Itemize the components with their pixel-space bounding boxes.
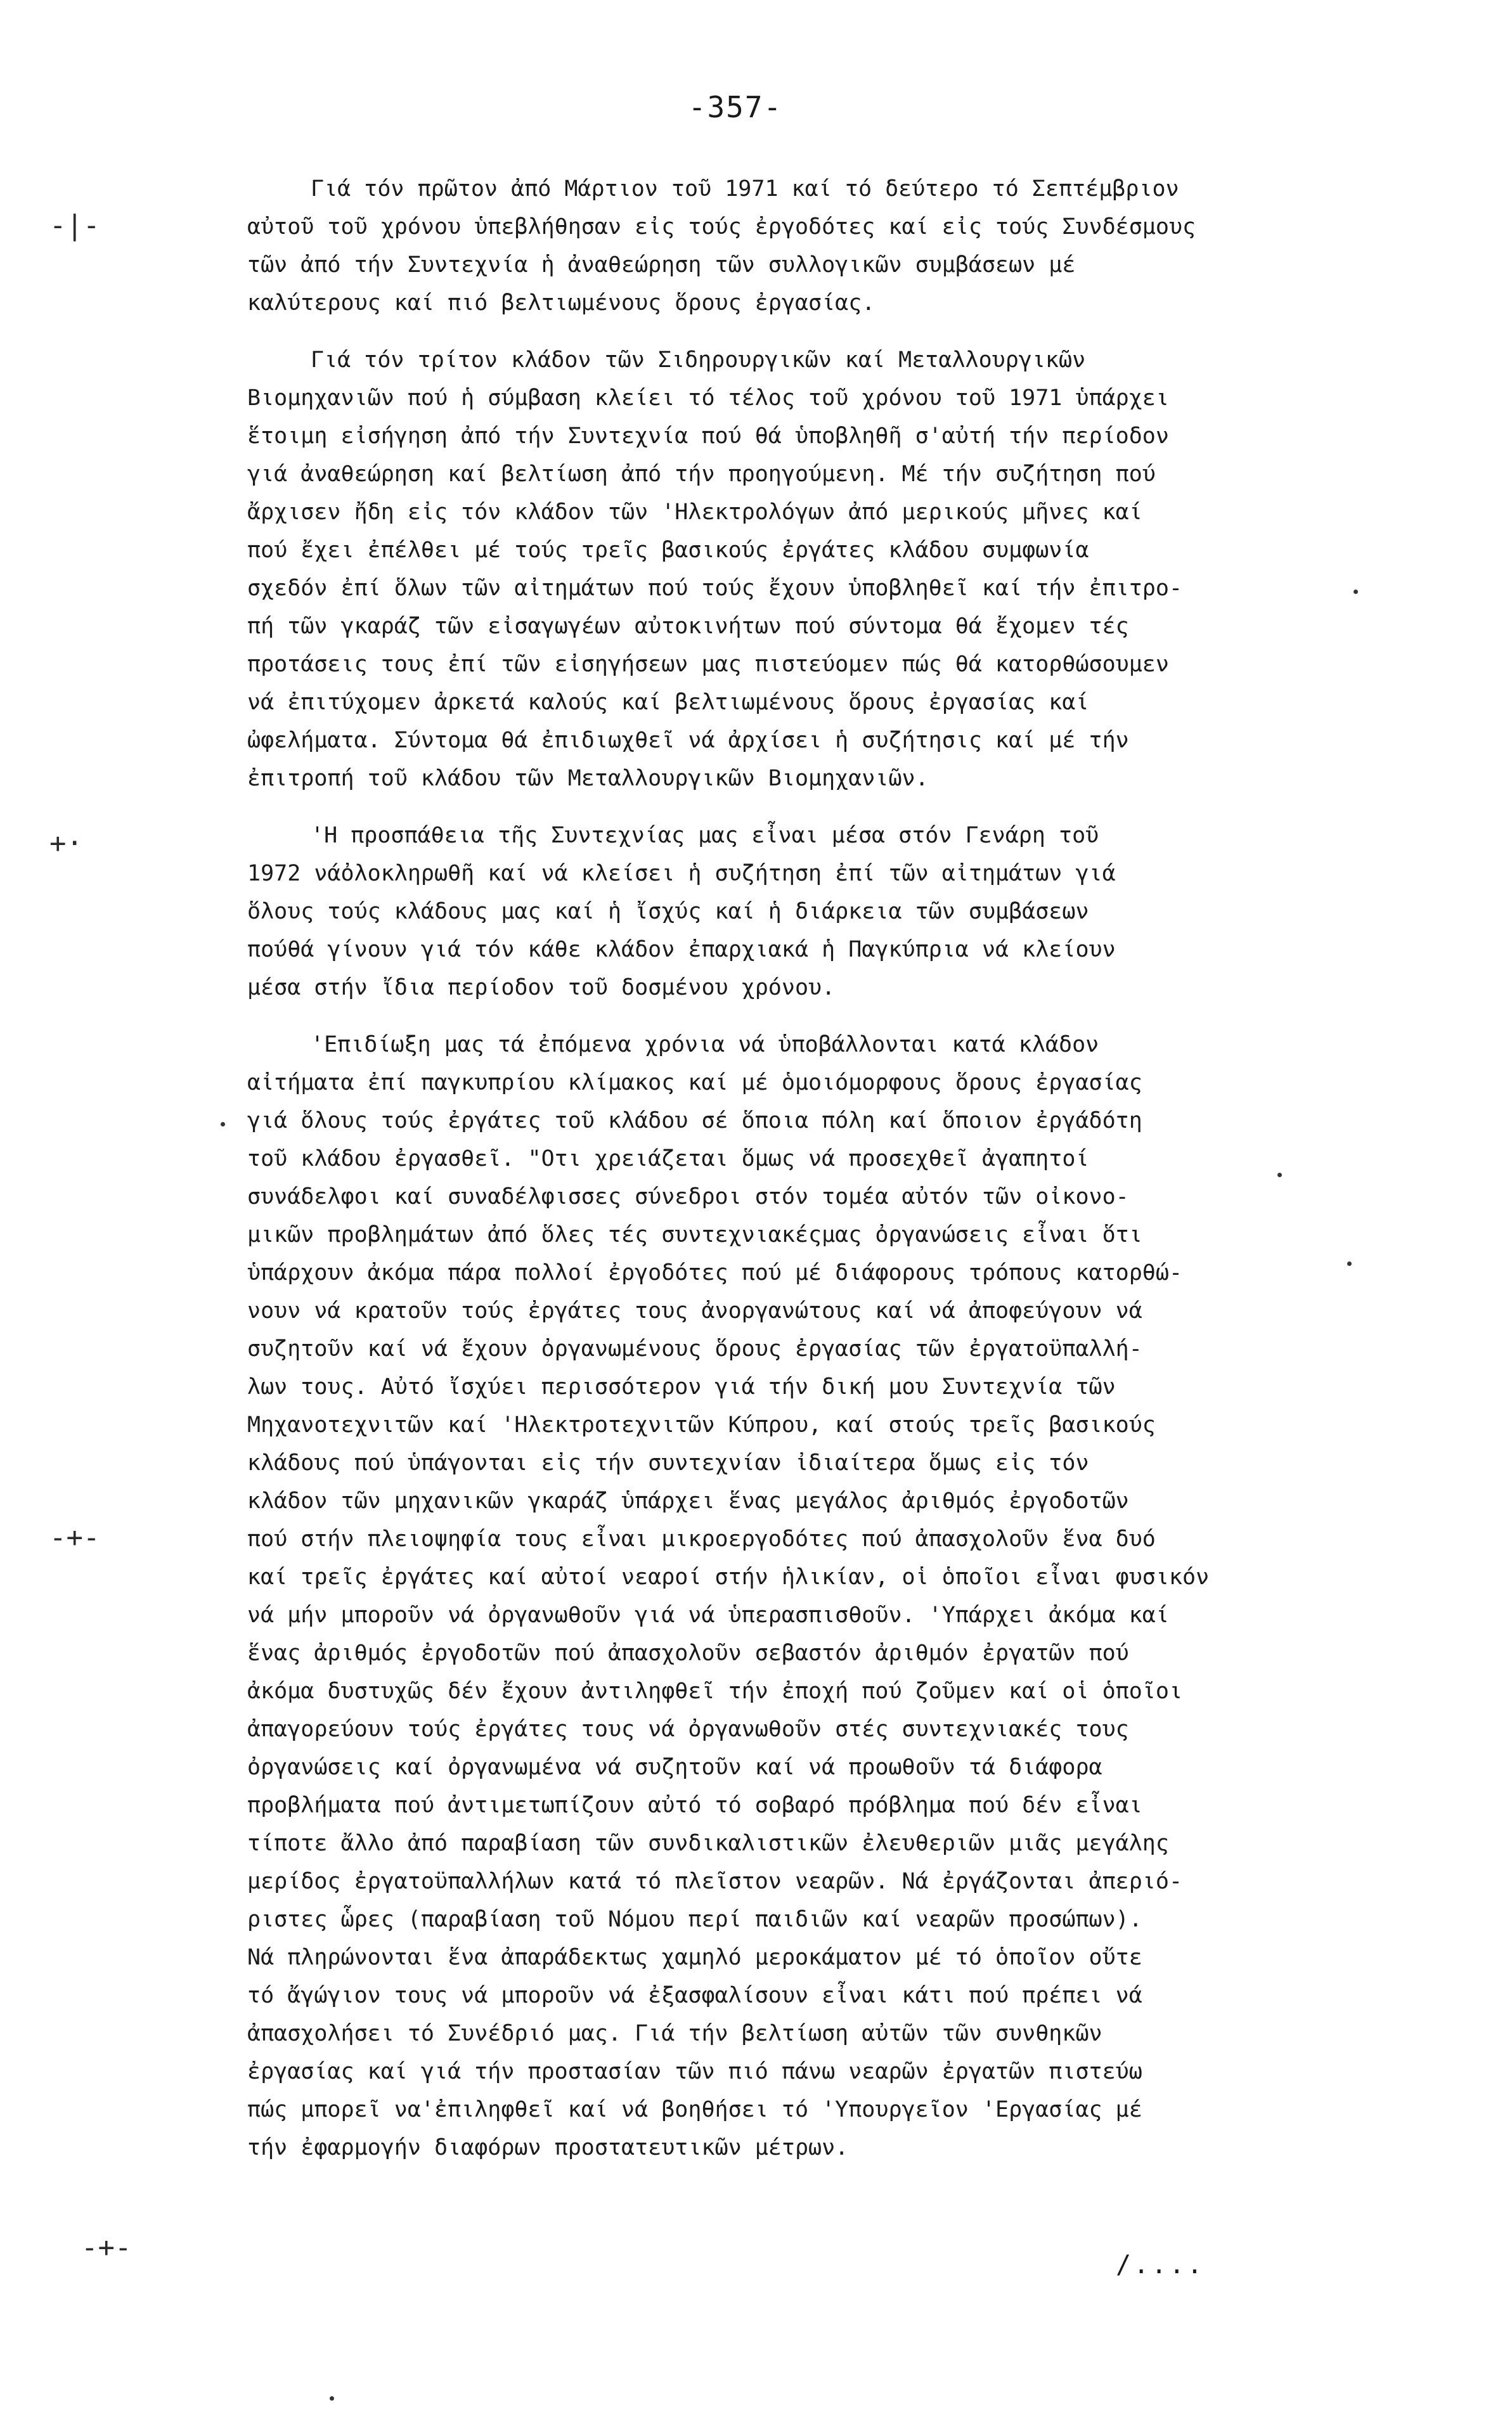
text-line: 1972 νάὀλοκληρωθῆ καί νά κλείσει ἡ συζήτηση ἐπί τῶν αἰτημάτων γιά xyxy=(247,861,1116,886)
paragraph-2 xyxy=(247,341,1363,797)
text-line: ἀκόμα δυστυχῶς δέν ἔχουν ἀντιληφθεῖ τήν ἐποχή πού ζοῦμεν καί οἱ ὁποῖοι xyxy=(247,1679,1183,1704)
text-line: τίποτε ἄλλο ἀπό παραβίαση τῶν συνδικαλιστικῶν ἐλευθεριῶν μιᾶς μεγάλης xyxy=(247,1831,1169,1856)
speck xyxy=(1354,590,1358,594)
text-line: Βιομηχανιῶν πού ἡ σύμβαση κλείει τό τέλος τοῦ χρόνου τοῦ 1971 ὑπάρχει xyxy=(247,385,1169,411)
text-line: πούθά γίνουν γιά τόν κάθε κλάδον ἐπαρχιακά ἡ Παγκύπρια νά κλείουν xyxy=(247,937,1116,962)
text-line: σχεδόν ἐπί ὅλων τῶν αἰτημάτων πού τούς ἔχουν ὑποβληθεῖ καί τήν ἐπιτρο- xyxy=(247,576,1183,601)
text-line: γιά ὅλους τούς ἐργάτες τοῦ κλάδου σέ ὅποια πόλη καί ὅποιον ἐργάδότη xyxy=(247,1108,1142,1133)
text-line: καλύτερους καί πιό βελτιωμένους ὅρους ἐργασίας. xyxy=(247,290,876,316)
text-line: Γιά τόν πρῶτον ἀπό Μάρτιον τοῦ 1971 καί τό δεύτερο τό Σεπτέμβριον xyxy=(311,176,1179,202)
text-line: προτάσεις τους ἐπί τῶν εἰσηγήσεων μας πιστεύομεν πώς θά κατορθώσουμεν xyxy=(247,652,1169,677)
text-line: γιά ἀναθεώρηση καί βελτίωση ἀπό τήν προηγούμενη. Μέ τήν συζήτηση πού xyxy=(247,461,1156,487)
text-line: νά ἐπιτύχομεν ἀρκετά καλούς καί βελτιωμένους ὅρους ἐργασίας καί xyxy=(247,690,1089,715)
text-line: πού στήν πλειοψηφία τους εἶναι μικροεργοδότες πού ἀπασχολοῦν ἕνα δυό xyxy=(247,1526,1156,1552)
text-line: κλάδους πού ὑπάγονται εἰς τήν συντεχνίαν ἰδιαίτερα ὅμως εἰς τόν xyxy=(247,1450,1089,1476)
text-line: ριστες ὧρες (παραβίαση τοῦ Νόμου περί παιδιῶν καί νεαρῶν προσώπων). xyxy=(247,1907,1142,1932)
speck xyxy=(1347,1261,1352,1266)
text-line: μέσα στήν ἴδια περίοδον τοῦ δοσμένου χρόνου. xyxy=(247,975,836,1000)
text-line: προβλήματα πού ἀντιμετωπίζουν αὐτό τό σοβαρό πρόβλημα πού δέν εἶναι xyxy=(247,1793,1142,1818)
margin-mark: -+- xyxy=(49,1521,100,1554)
text-line: νουν νά κρατοῦν τούς ἐργάτες τους ἀνοργανώτους καί νά ἀποφεύγουν νά xyxy=(247,1298,1142,1324)
continuation-marker: /.... xyxy=(1116,2250,1205,2280)
text-line: ἐπιτροπή τοῦ κλάδου τῶν Μεταλλουργικῶν Βιομηχανιῶν. xyxy=(247,766,929,791)
text-line: αἰτήματα ἐπί παγκυπρίου κλίμακος καί μέ ὁμοιόμορφους ὅρους ἐργασίας xyxy=(247,1070,1142,1095)
text-line: τήν ἐφαρμογήν διαφόρων προστατευτικῶν μέτρων. xyxy=(247,2135,849,2160)
margin-mark: -|- xyxy=(49,209,100,242)
page-number: -357- xyxy=(688,90,783,124)
text-line: αὐτοῦ τοῦ χρόνου ὑπεβλήθησαν εἰς τούς ἐργοδότες καί εἰς τούς Συνδέσμους xyxy=(247,214,1196,240)
text-line: συζητοῦν καί νά ἔχουν ὀργανωμένους ὅρους ἐργασίας τῶν ἐργατοϋπαλλή- xyxy=(247,1336,1142,1362)
text-line: νά μήν μποροῦν νά ὀργανωθοῦν γιά νά ὑπερασπισθοῦν. 'Υπάρχει ἀκόμα καί xyxy=(247,1603,1169,1628)
text-line: ἕνας ἀριθμός ἐργοδοτῶν πού ἀπασχολοῦν σεβαστόν ἀριθμόν ἐργατῶν πού xyxy=(247,1641,1129,1666)
text-line: 'Επιδίωξη μας τά ἐπόμενα χρόνια νά ὑποβάλλονται κατά κλάδον xyxy=(311,1032,1099,1057)
text-line: τῶν ἀπό τήν Συντεχνία ἡ ἀναθεώρηση τῶν συλλογικῶν συμβάσεων μέ xyxy=(247,252,1076,278)
text-line: πή τῶν γκαράζ τῶν εἰσαγωγέων αὐτοκινήτων πού σύντομα θά ἔχομεν τές xyxy=(247,614,1129,639)
text-line: τοῦ κλάδου ἐργασθεῖ. "Οτι χρειάζεται ὅμως νά προσεχθεῖ ἀγαπητοί xyxy=(247,1146,1089,1171)
text-line: μικῶν προβλημάτων ἀπό ὅλες τές συντεχνιακέςμας ὀργανώσεις εἶναι ὅτι xyxy=(247,1222,1142,1248)
text-line: ὠφελήματα. Σύντομα θά ἐπιδιωχθεῖ νά ἀρχίσει ἡ συζήτησις καί μέ τήν xyxy=(247,728,1129,753)
document-body xyxy=(247,170,1363,2186)
text-line: ἐργασίας καί γιά τήν προστασίαν τῶν πιό πάνω νεαρῶν ἐργατῶν πιστεύω xyxy=(247,2059,1142,2084)
margin-mark: +· xyxy=(49,827,83,860)
text-line: Γιά τόν τρίτον κλάδον τῶν Σιδηρουργικῶν καί Μεταλλουργικῶν xyxy=(311,347,1086,373)
text-line: Νά πληρώνονται ἕνα ἀπαράδεκτως χαμηλό μεροκάματον μέ τό ὁποῖον οὔτε xyxy=(247,1945,1142,1970)
text-line: ὅλους τούς κλάδους μας καί ἡ ἴσχύς καί ἡ διάρκεια τῶν συμβάσεων xyxy=(247,899,1089,924)
text-line: ἕτοιμη εἰσήγηση ἀπό τήν Συντεχνία πού θά ὑποβληθῆ σ'αὐτή τήν περίοδον xyxy=(247,423,1169,449)
text-line: ὑπάρχουν ἀκόμα πάρα πολλοί ἐργοδότες πού μέ διάφορους τρόπους κατορθώ- xyxy=(247,1260,1183,1286)
text-line: πού ἔχει ἐπέλθει μέ τούς τρεῖς βασικούς ἐργάτες κλάδου συμφωνία xyxy=(247,538,1089,563)
text-line: λων τους. Αὐτό ἴσχύει περισσότερον γιά τήν δική μου Συντεχνία τῶν xyxy=(247,1374,1116,1400)
text-line: κλάδον τῶν μηχανικῶν γκαράζ ὑπάρχει ἕνας μεγάλος ἀριθμός ἐργοδοτῶν xyxy=(247,1488,1129,1514)
text-line: καί τρεῖς ἐργάτες καί αὐτοί νεαροί στήν ἡλικίαν, οἱ ὁποῖοι εἶναι φυσικόν xyxy=(247,1565,1210,1590)
speck xyxy=(330,2396,334,2401)
text-line: συνάδελφοι καί συναδέλφισσες σύνεδροι στόν τομέα αὐτόν τῶν οἰκονο- xyxy=(247,1184,1129,1210)
text-line: ἀπασχολήσει τό Συνέδριό μας. Γιά τήν βελτίωση αὐτῶν τῶν συνθηκῶν xyxy=(247,2021,1102,2046)
text-line: Μηχανοτεχνιτῶν καί 'Ηλεκτροτεχνιτῶν Κύπρου, καί στούς τρεῖς βασικούς xyxy=(247,1412,1156,1438)
text-line: ὀργανώσεις καί ὀργανωμένα νά συζητοῦν καί νά προωθοῦν τά διάφορα xyxy=(247,1755,1102,1780)
text-line: μερίδος ἐργατοϋπαλλήλων κατά τό πλεῖστον νεαρῶν. Νά ἐργάζονται ἀπεριό- xyxy=(247,1869,1183,1894)
paragraph-3 xyxy=(247,816,1363,1007)
text-line: τό ἄγώγιον τους νά μποροῦν νά ἐξασφαλίσουν εἶναι κάτι πού πρέπει νά xyxy=(247,1983,1142,2008)
paragraph-1 xyxy=(247,170,1363,322)
text-line: ἄρχισεν ἤδη εἰς τόν κλάδον τῶν 'Ηλεκτρολόγων ἀπό μερικούς μῆνες καί xyxy=(247,500,1142,525)
text-line: πώς μπορεῖ να'ἐπιληφθεῖ καί νά βοηθήσει τό 'Υπουργεῖον 'Εργασίας μέ xyxy=(247,2097,1142,2122)
text-line: 'Η προσπάθεια τῆς Συντεχνίας μας εἶναι μέσα στόν Γενάρη τοῦ xyxy=(311,823,1099,848)
margin-mark: -+- xyxy=(81,2231,132,2264)
speck xyxy=(1277,1173,1282,1177)
text-line: ἀπαγορεύουν τούς ἐργάτες τους νά ὀργανωθοῦν στές συντεχνιακές τους xyxy=(247,1717,1129,1742)
paragraph-4 xyxy=(247,1026,1363,2167)
speck xyxy=(221,1122,225,1126)
